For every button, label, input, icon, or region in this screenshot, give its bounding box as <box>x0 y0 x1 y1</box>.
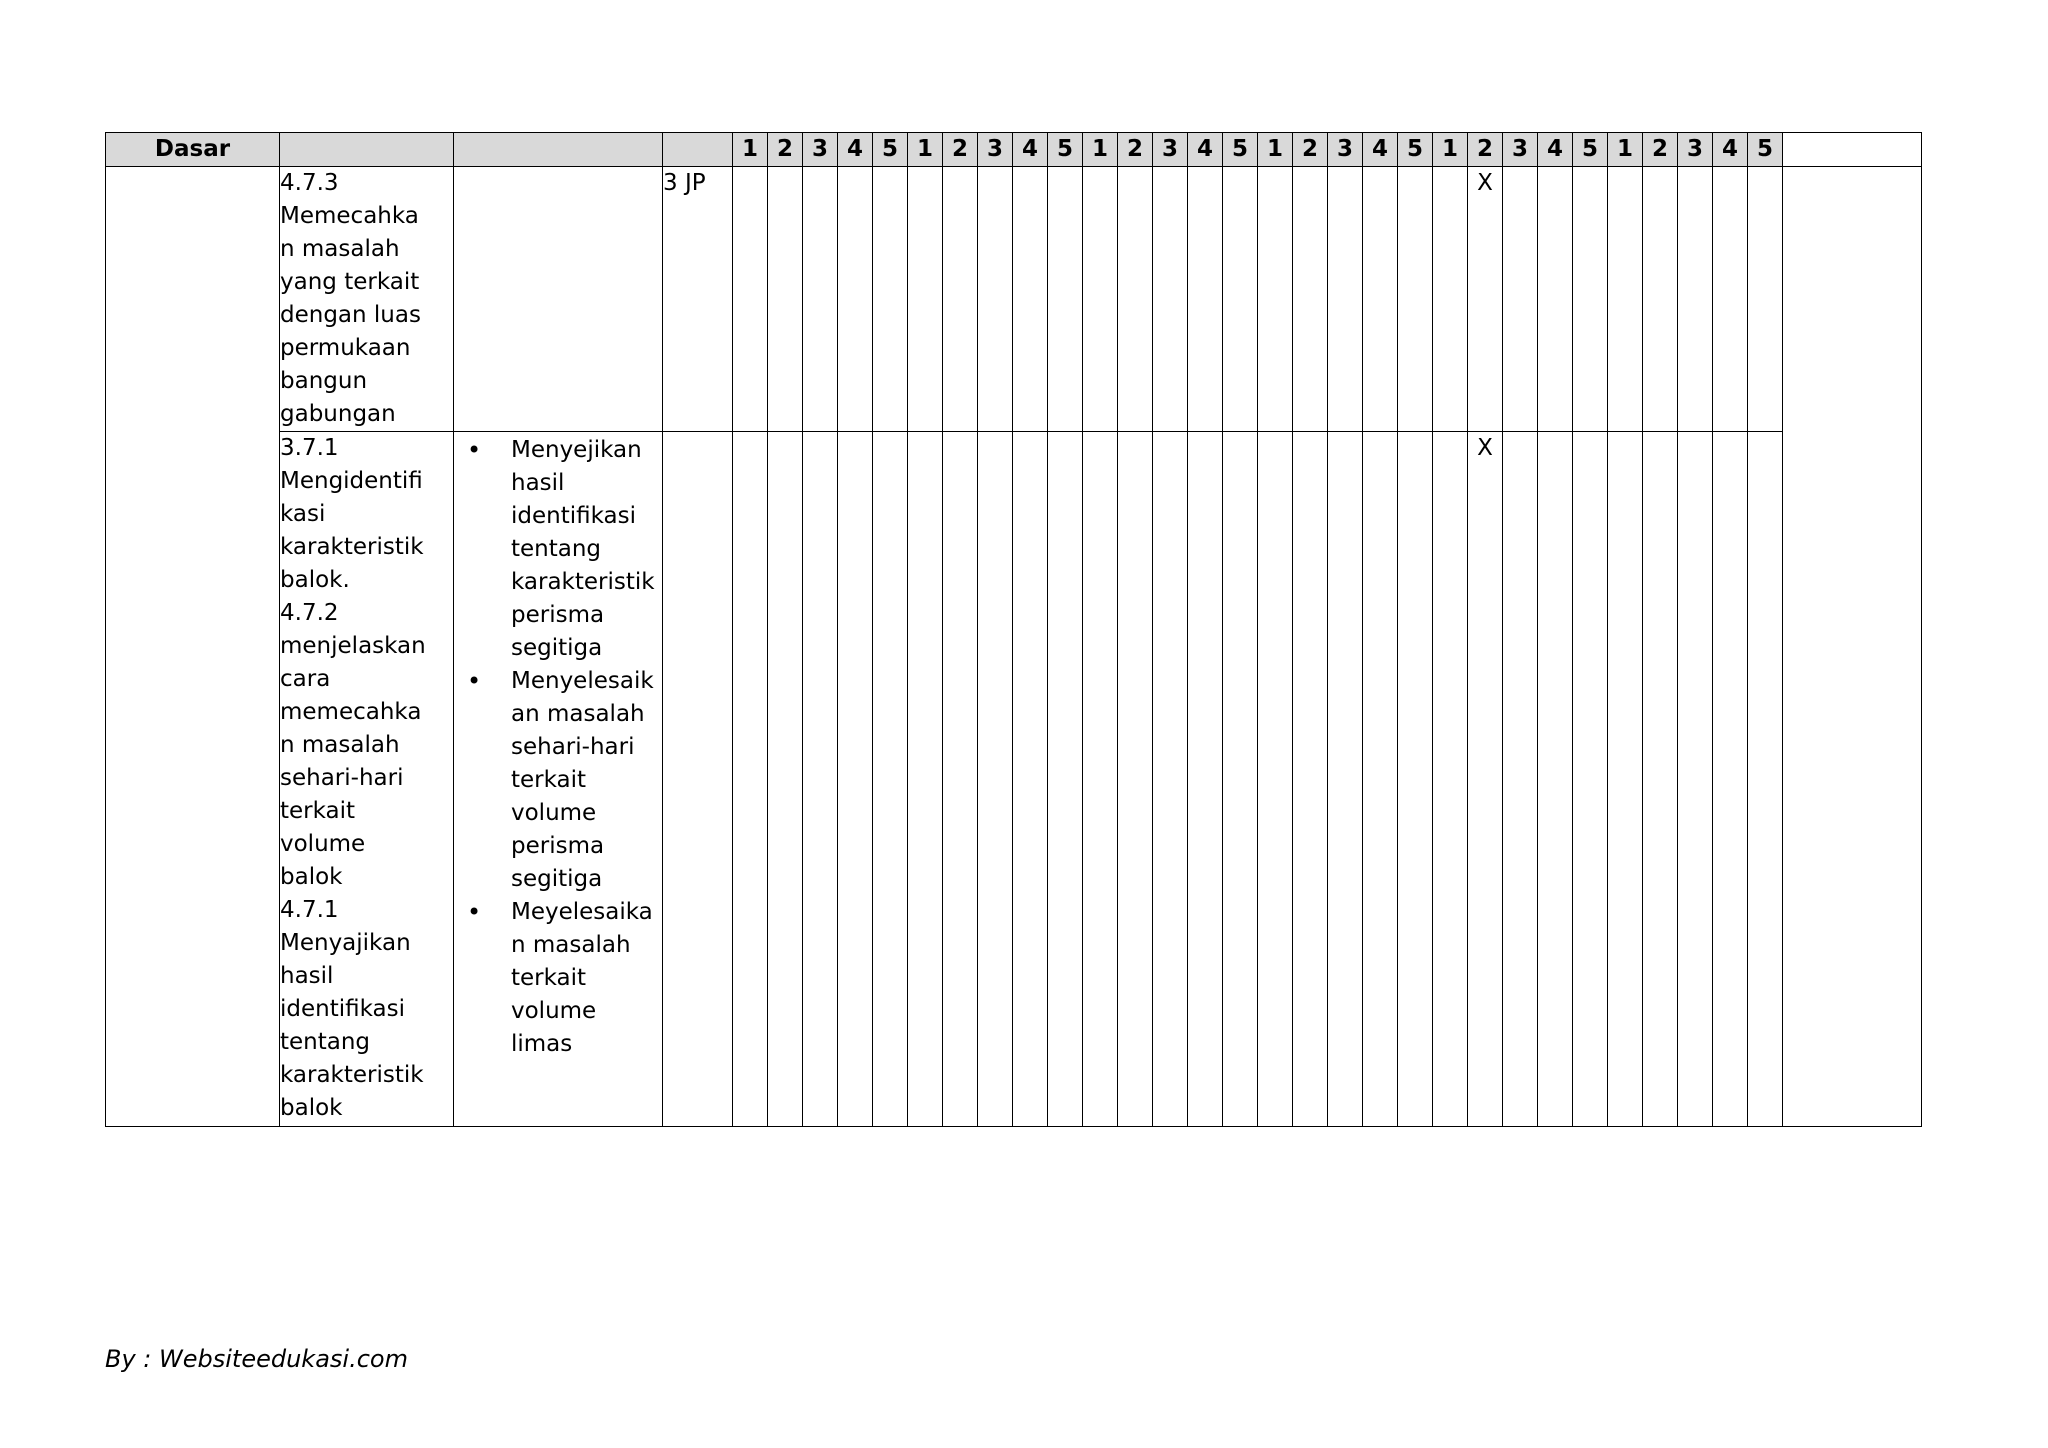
activity-list <box>454 432 662 1061</box>
week-cell <box>873 167 908 432</box>
indicator-line: n masalah <box>280 732 400 758</box>
activity-cell <box>454 167 663 432</box>
indicator-line: n masalah <box>280 236 400 262</box>
indicator-line: 4.7.3 <box>280 170 339 196</box>
week-cell <box>1643 432 1678 1127</box>
week-cell <box>1013 167 1048 432</box>
header-col-2 <box>280 133 454 167</box>
header-week-20: 5 <box>1398 133 1433 167</box>
week-cell <box>1083 167 1118 432</box>
header-week-27: 2 <box>1643 133 1678 167</box>
header-week-22: 2 <box>1468 133 1503 167</box>
week-cell <box>1573 167 1608 432</box>
header-week-10: 5 <box>1048 133 1083 167</box>
schedule-table <box>105 132 1922 1127</box>
indicator-line: dengan luas <box>280 302 421 328</box>
week-cell <box>1328 432 1363 1127</box>
indicator-line: cara <box>280 666 331 692</box>
week-cell <box>1748 167 1783 432</box>
activity-line: tentang <box>511 536 602 562</box>
week-cell <box>1643 167 1678 432</box>
header-week-19: 4 <box>1363 133 1398 167</box>
indicator-line: terkait <box>280 798 356 824</box>
kompetensi-dasar-cell <box>106 167 280 1127</box>
activity-line: an masalah <box>511 701 645 727</box>
header-week-29: 4 <box>1713 133 1748 167</box>
header-week-26: 1 <box>1608 133 1643 167</box>
week-cell <box>1748 432 1783 1127</box>
week-cell <box>1188 167 1223 432</box>
header-week-14: 4 <box>1188 133 1223 167</box>
time-allocation-cell: 3 JP <box>663 167 733 432</box>
indicator-line: yang terkait <box>280 269 420 295</box>
indicator-line: 3.7.1 <box>280 435 339 461</box>
indicator-line: identifikasi <box>280 996 405 1022</box>
indicator-line: balok. <box>280 567 350 593</box>
week-cell <box>1608 432 1643 1127</box>
indicator-line: memecahka <box>280 699 422 725</box>
header-week-12: 2 <box>1118 133 1153 167</box>
notes-cell <box>1783 167 1922 1127</box>
activity-line: karakteristik <box>511 569 655 595</box>
week-cell <box>1363 432 1398 1127</box>
activity-item <box>467 665 658 896</box>
activity-line: hasil <box>511 470 565 496</box>
week-cell <box>733 432 768 1127</box>
week-cell <box>1013 432 1048 1127</box>
header-week-21: 1 <box>1433 133 1468 167</box>
header-week-30: 5 <box>1748 133 1783 167</box>
activity-line: perisma <box>511 833 605 859</box>
week-cell <box>943 432 978 1127</box>
week-cell <box>1538 432 1573 1127</box>
week-cell <box>1713 432 1748 1127</box>
week-cell <box>1293 167 1328 432</box>
header-week-24: 4 <box>1538 133 1573 167</box>
header-col-3 <box>454 133 663 167</box>
activity-line: volume <box>511 998 597 1024</box>
indicator-line: balok <box>280 864 343 890</box>
indicator-line: Menyajikan <box>280 930 411 956</box>
header-col-4 <box>663 133 733 167</box>
activity-line: • Menyejikan <box>511 437 642 463</box>
week-mark-cell: X <box>1468 432 1503 1127</box>
week-cell <box>803 167 838 432</box>
header-week-15: 5 <box>1223 133 1258 167</box>
table-row <box>106 432 1922 1127</box>
time-allocation-cell <box>663 432 733 1127</box>
week-cell <box>838 167 873 432</box>
activity-line: identifikasi <box>511 503 636 529</box>
week-cell <box>1223 167 1258 432</box>
week-cell <box>1573 432 1608 1127</box>
activity-line: terkait <box>511 965 587 991</box>
week-cell <box>1678 432 1713 1127</box>
indicator-line: balok <box>280 1095 343 1121</box>
header-week-16: 1 <box>1258 133 1293 167</box>
indicator-cell <box>280 167 454 432</box>
indicator-line: kasi <box>280 501 326 527</box>
week-cell <box>1118 432 1153 1127</box>
indicator-line: menjelaskan <box>280 633 426 659</box>
indicator-line: Memecahka <box>280 203 419 229</box>
header-week-8: 3 <box>978 133 1013 167</box>
week-cell <box>1118 167 1153 432</box>
indicator-line: tentang <box>280 1029 371 1055</box>
week-cell <box>1328 167 1363 432</box>
footer-credit: By : Websiteedukasi.com <box>105 1345 408 1373</box>
header-week-17: 2 <box>1293 133 1328 167</box>
indicator-line: 4.7.2 <box>280 600 339 626</box>
week-cell <box>1503 167 1538 432</box>
header-week-4: 4 <box>838 133 873 167</box>
activity-item <box>467 896 658 1061</box>
header-week-6: 1 <box>908 133 943 167</box>
indicator-line: permukaan <box>280 335 411 361</box>
week-cell <box>1223 432 1258 1127</box>
week-cell <box>1398 432 1433 1127</box>
activity-line: n masalah <box>511 932 631 958</box>
header-dasar: Dasar <box>106 133 280 167</box>
indicator-line: hasil <box>280 963 334 989</box>
week-cell <box>803 432 838 1127</box>
indicator-line: 4.7.1 <box>280 897 339 923</box>
week-cell <box>908 167 943 432</box>
week-cell <box>768 432 803 1127</box>
week-cell <box>943 167 978 432</box>
header-week-1: 1 <box>733 133 768 167</box>
activity-line: sehari-hari <box>511 734 635 760</box>
week-cell <box>838 432 873 1127</box>
activity-cell <box>454 432 663 1127</box>
activity-line: segitiga <box>511 635 603 661</box>
week-cell <box>1153 167 1188 432</box>
week-cell <box>1188 432 1223 1127</box>
week-cell <box>1083 432 1118 1127</box>
indicator-line: karakteristik <box>280 1062 424 1088</box>
week-cell <box>1608 167 1643 432</box>
indicator-line: Mengidentifi <box>280 468 423 494</box>
week-cell <box>1048 167 1083 432</box>
week-cell <box>1713 167 1748 432</box>
activity-line: volume <box>511 800 597 826</box>
activity-line: • Menyelesaik <box>511 668 654 694</box>
week-cell <box>1153 432 1188 1127</box>
header-week-23: 3 <box>1503 133 1538 167</box>
header-week-25: 5 <box>1573 133 1608 167</box>
week-cell <box>1678 167 1713 432</box>
week-cell <box>1048 432 1083 1127</box>
week-mark-cell: X <box>1468 167 1503 432</box>
activity-line: terkait <box>511 767 587 793</box>
week-cell <box>978 167 1013 432</box>
week-cell <box>1258 432 1293 1127</box>
week-cell <box>1363 167 1398 432</box>
activity-item <box>467 434 658 665</box>
table-header-row <box>106 133 1922 167</box>
activity-line: segitiga <box>511 866 603 892</box>
week-cell <box>733 167 768 432</box>
header-week-3: 3 <box>803 133 838 167</box>
week-cell <box>1503 432 1538 1127</box>
header-col-last <box>1783 133 1922 167</box>
week-cell <box>1258 167 1293 432</box>
week-cell <box>768 167 803 432</box>
indicator-cell <box>280 432 454 1127</box>
header-week-9: 4 <box>1013 133 1048 167</box>
indicator-line: bangun <box>280 368 368 394</box>
activity-line: perisma <box>511 602 605 628</box>
header-week-5: 5 <box>873 133 908 167</box>
week-cell <box>908 432 943 1127</box>
week-cell <box>1538 167 1573 432</box>
header-week-7: 2 <box>943 133 978 167</box>
header-week-18: 3 <box>1328 133 1363 167</box>
week-cell <box>1433 432 1468 1127</box>
indicator-line: gabungan <box>280 401 396 427</box>
activity-line: limas <box>511 1031 573 1057</box>
header-week-2: 2 <box>768 133 803 167</box>
indicator-line: volume <box>280 831 366 857</box>
week-cell <box>978 432 1013 1127</box>
indicator-line: sehari-hari <box>280 765 404 791</box>
activity-line: • Meyelesaika <box>511 899 653 925</box>
header-week-11: 1 <box>1083 133 1118 167</box>
week-cell <box>1293 432 1328 1127</box>
table-row <box>106 167 1922 432</box>
header-week-28: 3 <box>1678 133 1713 167</box>
header-week-13: 3 <box>1153 133 1188 167</box>
week-cell <box>1398 167 1433 432</box>
indicator-line: karakteristik <box>280 534 424 560</box>
week-cell <box>873 432 908 1127</box>
week-cell <box>1433 167 1468 432</box>
